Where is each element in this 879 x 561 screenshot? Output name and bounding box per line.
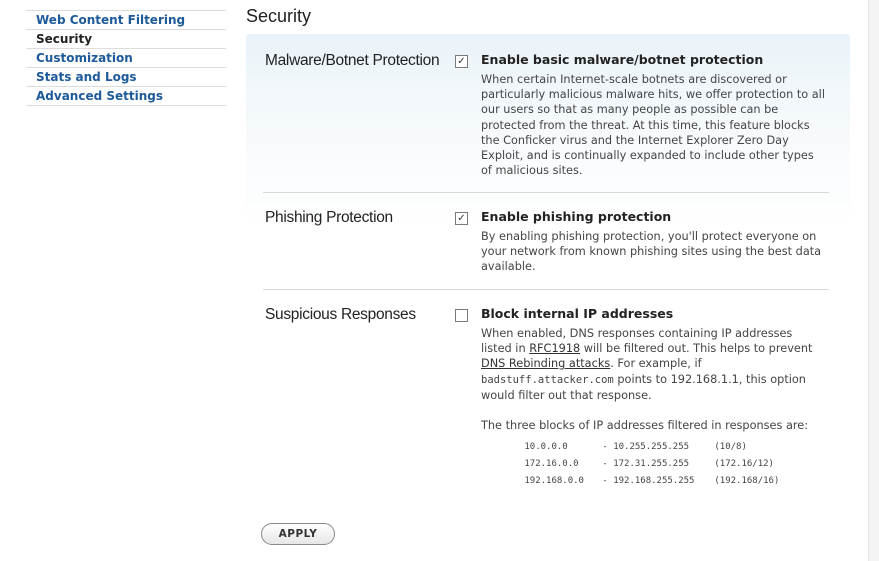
ip-block-cidr: (10/8) <box>714 442 747 452</box>
rfc1918-link[interactable]: RFC1918 <box>529 342 581 356</box>
checkmark-icon: ✓ <box>457 55 466 67</box>
malware-botnet-checkbox[interactable] <box>455 55 468 68</box>
sidebar-item-stats-and-logs[interactable]: Stats and Logs <box>26 67 226 86</box>
apply-button[interactable]: APPLY <box>261 523 335 545</box>
example-domain-code: badstuff.attacker.com <box>481 373 614 386</box>
section-divider <box>263 192 829 193</box>
dns-rebinding-link[interactable]: DNS Rebinding attacks <box>481 357 611 371</box>
ip-block-end: - 192.168.255.255 <box>602 476 695 486</box>
phishing-checkbox[interactable] <box>455 212 468 225</box>
block-internal-ip-description <box>481 326 826 433</box>
ip-block-start: 10.0.0.0 <box>524 442 568 452</box>
page-edge <box>868 0 879 561</box>
ip-block-row <box>481 422 779 452</box>
phishing-description: By enabling phishing protection, you'll protect everyone on your network from known phishing sites using the best data available. <box>481 230 822 274</box>
malware-botnet-description: When certain Internet-scale botnets are discovered or particularly malicious malware hits, we offer protection to all our users so that as many people as possible can be protected from the threat. At this time, this feature blocks the Conficker virus and the Internet Explorer Zero Day Exploit, and is continually expanded to include other types of malicious sites. <box>481 73 825 178</box>
sidebar-nav <box>26 10 226 106</box>
sidebar-item-customization[interactable]: Customization <box>26 48 226 67</box>
desc-text: . For example, if <box>610 357 702 371</box>
security-settings-panel <box>246 34 850 561</box>
phishing-option-title: Enable phishing protection <box>481 209 672 224</box>
section-label-suspicious-responses: Suspicious Responses <box>265 306 416 323</box>
sidebar-item-advanced-settings[interactable]: Advanced Settings <box>26 86 226 106</box>
page-title: Security <box>246 6 312 26</box>
section-label-phishing: Phishing Protection <box>265 209 393 226</box>
section-label-malware-botnet: Malware/Botnet Protection <box>265 52 440 69</box>
ip-block-end: - 172.31.255.255 <box>602 459 690 469</box>
sidebar-item-security[interactable]: Security <box>26 29 226 48</box>
ip-block-cidr: (172.16/12) <box>714 459 774 469</box>
desc-text: points to 192.168.1.1, this option would filter out that response. <box>481 372 806 402</box>
sidebar-item-web-content-filtering[interactable]: Web Content Filtering <box>26 10 226 29</box>
ip-block-start: 192.168.0.0 <box>524 476 584 486</box>
malware-botnet-option-title: Enable basic malware/botnet protection <box>481 52 764 67</box>
desc-text: When enabled, DNS responses containing IP addresses listed in <box>481 327 793 356</box>
ip-block-end: - 10.255.255.255 <box>602 442 690 452</box>
block-internal-ip-checkbox[interactable] <box>455 309 468 322</box>
ip-block-cidr: (192.168/16) <box>714 476 780 486</box>
ip-block-start: 172.16.0.0 <box>524 459 579 469</box>
checkmark-icon: ✓ <box>457 212 466 224</box>
ip-blocks-intro: The three blocks of IP addresses filtered in responses are: <box>481 419 809 433</box>
ip-blocks-table <box>481 422 780 486</box>
block-internal-ip-option-title: Block internal IP addresses <box>481 306 674 321</box>
section-divider <box>263 289 829 290</box>
desc-text: will be filtered out. This helps to prevent <box>580 342 813 356</box>
